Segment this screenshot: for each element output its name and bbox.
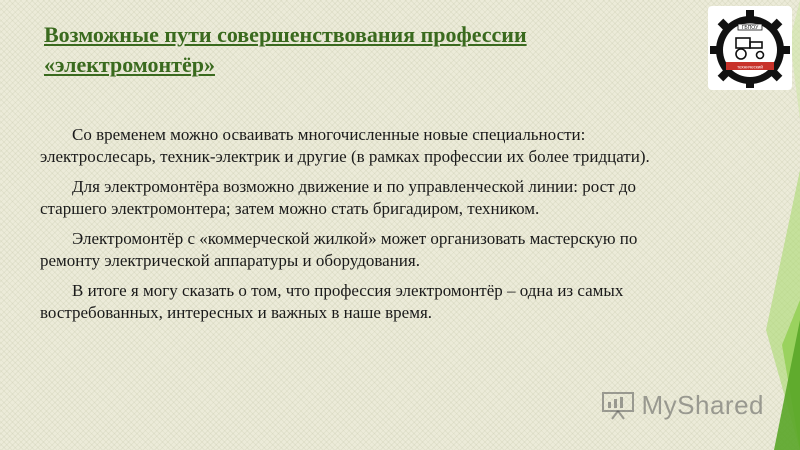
slide-body — [40, 124, 690, 332]
myshared-watermark — [600, 388, 765, 422]
slide-title: Возможные пути совершенствования профессии «электромонтёр» — [44, 22, 527, 77]
paragraph-2: Для электромонтёра возможно движение и по управленческой линии: рост до старшего электромонтера; затем можно стать бригадиром, техником. — [40, 177, 637, 218]
paragraph-3: Электромонтёр с «коммерческой жилкой» может организовать мастерскую по ремонту электрической аппаратуры и оборудования. — [40, 229, 638, 270]
paragraph-4: В итоге я могу сказать о том, что профессия электромонтёр – одна из самых востребованных, интересных и важных в наше время. — [40, 281, 624, 322]
logo-band-text: технический — [737, 64, 763, 70]
presentation-board-icon — [600, 389, 636, 421]
paragraph-1: Со временем можно осваивать многочисленные новые специальности: электрослесарь, техник-электрик и другие (в рамках профессии их более тридцати). — [40, 125, 650, 166]
logo-top-text: ГБПОУ — [741, 25, 759, 31]
gear-tractor-icon — [708, 6, 792, 90]
watermark-text: MyShared — [641, 389, 764, 420]
institution-logo — [708, 6, 792, 90]
